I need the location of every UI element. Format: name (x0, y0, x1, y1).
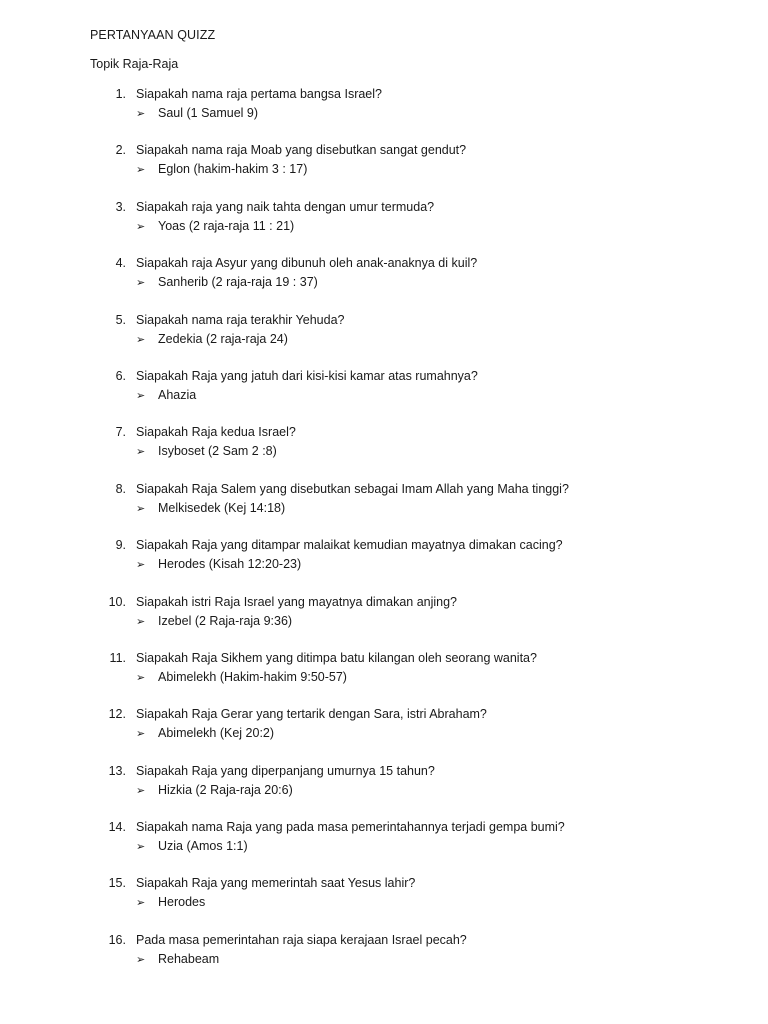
question-number: 13. (108, 763, 126, 778)
question-number: 15. (108, 876, 126, 891)
arrow-bullet-icon: ➢ (136, 219, 146, 233)
question-number: 11. (109, 650, 126, 665)
question-text: Siapakah Raja yang ditampar malaikat kemudian mayatnya dimakan cacing? (136, 538, 563, 553)
answer-text: Ahazia (158, 387, 197, 402)
question-text: Siapakah nama raja Moab yang disebutkan sangat gendut? (136, 143, 467, 158)
question-number: 7. (115, 425, 126, 440)
answer-text: Hizkia (2 Raja-raja 20:6) (158, 782, 293, 797)
arrow-bullet-icon: ➢ (136, 783, 146, 797)
list-item (0, 762, 768, 818)
list-item (0, 705, 768, 761)
list-item (0, 311, 768, 367)
question-text: Pada masa pemerintahan raja siapa kerajaan Israel pecah? (136, 932, 467, 947)
list-item (0, 818, 768, 874)
question-text: Siapakah Raja Salem yang disebutkan sebagai Imam Allah yang Maha tinggi? (136, 481, 569, 496)
answer-text: Rehabeam (158, 951, 220, 966)
answer-text: Herodes (158, 895, 206, 910)
question-text: Siapakah Raja Sikhem yang ditimpa batu kilangan oleh seorang wanita? (136, 650, 537, 665)
arrow-bullet-icon: ➢ (136, 896, 146, 910)
list-item (0, 423, 768, 479)
arrow-bullet-icon: ➢ (136, 558, 146, 572)
question-text: Siapakah Raja Gerar yang tertarik dengan Sara, istri Abraham? (136, 707, 487, 722)
answer-text: Izebel (2 Raja-raja 9:36) (158, 613, 293, 628)
question-number: 10. (108, 594, 126, 609)
question-number: 14. (108, 820, 126, 835)
arrow-bullet-icon: ➢ (136, 388, 146, 402)
list-item (0, 874, 768, 930)
list-item (0, 198, 768, 254)
arrow-bullet-icon: ➢ (136, 952, 146, 966)
arrow-bullet-icon: ➢ (136, 614, 146, 628)
question-list (0, 85, 768, 987)
arrow-bullet-icon: ➢ (136, 276, 146, 290)
arrow-bullet-icon: ➢ (136, 501, 146, 515)
list-item (0, 649, 768, 705)
arrow-bullet-icon: ➢ (136, 670, 146, 684)
question-number: 6. (115, 368, 126, 383)
question-number: 16. (108, 932, 126, 947)
arrow-bullet-icon: ➢ (136, 332, 146, 346)
question-number: 12. (108, 707, 126, 722)
arrow-bullet-icon: ➢ (136, 840, 146, 854)
answer-text: Saul (1 Samuel 9) (158, 106, 259, 120)
document-subtitle: Topik Raja-Raja (90, 57, 179, 71)
answer-text: Isyboset (2 Sam 2 :8) (158, 444, 277, 459)
list-item (0, 254, 768, 310)
question-text: Siapakah istri Raja Israel yang mayatnya dimakan anjing? (136, 594, 458, 609)
question-number: 1. (115, 87, 126, 101)
arrow-bullet-icon: ➢ (136, 727, 146, 741)
answer-text: Eglon (hakim-hakim 3 : 17) (158, 162, 308, 177)
answer-text: Abimelekh (Kej 20:2) (158, 726, 275, 741)
question-text: Siapakah nama raja pertama bangsa Israel? (136, 87, 382, 101)
question-number: 2. (115, 143, 126, 158)
answer-text: Sanherib (2 raja-raja 19 : 37) (158, 275, 318, 290)
arrow-bullet-icon: ➢ (136, 445, 146, 459)
answer-text: Abimelekh (Hakim-hakim 9:50-57) (158, 669, 347, 684)
list-item (0, 931, 768, 987)
list-item (0, 85, 768, 141)
question-number: 8. (115, 481, 126, 496)
document-title: PERTANYAAN QUIZZ (90, 28, 216, 42)
arrow-bullet-icon: ➢ (136, 107, 146, 120)
question-text: Siapakah nama raja terakhir Yehuda? (136, 312, 345, 327)
list-item (0, 593, 768, 649)
question-text: Siapakah nama Raja yang pada masa pemerintahannya terjadi gempa bumi? (136, 820, 565, 835)
answer-text: Zedekia (2 raja-raja 24) (158, 331, 288, 346)
question-number: 3. (115, 199, 126, 214)
question-number: 4. (115, 256, 126, 271)
answer-text: Melkisedek (Kej 14:18) (158, 500, 286, 515)
answer-text: Yoas (2 raja-raja 11 : 21) (158, 218, 295, 233)
question-number: 9. (115, 538, 126, 553)
arrow-bullet-icon: ➢ (136, 163, 146, 177)
question-text: Siapakah Raja yang jatuh dari kisi-kisi kamar atas rumahnya? (136, 368, 478, 383)
question-text: Siapakah raja yang naik tahta dengan umur termuda? (136, 199, 435, 214)
question-text: Siapakah raja Asyur yang dibunuh oleh anak-anaknya di kuil? (136, 256, 478, 271)
question-text: Siapakah Raja kedua Israel? (136, 425, 296, 440)
list-item (0, 480, 768, 536)
question-text: Siapakah Raja yang diperpanjang umurnya 15 tahun? (136, 763, 435, 778)
list-item (0, 141, 768, 197)
list-item (0, 367, 768, 423)
question-text: Siapakah Raja yang memerintah saat Yesus lahir? (136, 876, 416, 891)
answer-text: Herodes (Kisah 12:20-23) (158, 557, 302, 572)
answer-text: Uzia (Amos 1:1) (158, 839, 248, 854)
list-item (0, 536, 768, 592)
question-number: 5. (115, 312, 126, 327)
